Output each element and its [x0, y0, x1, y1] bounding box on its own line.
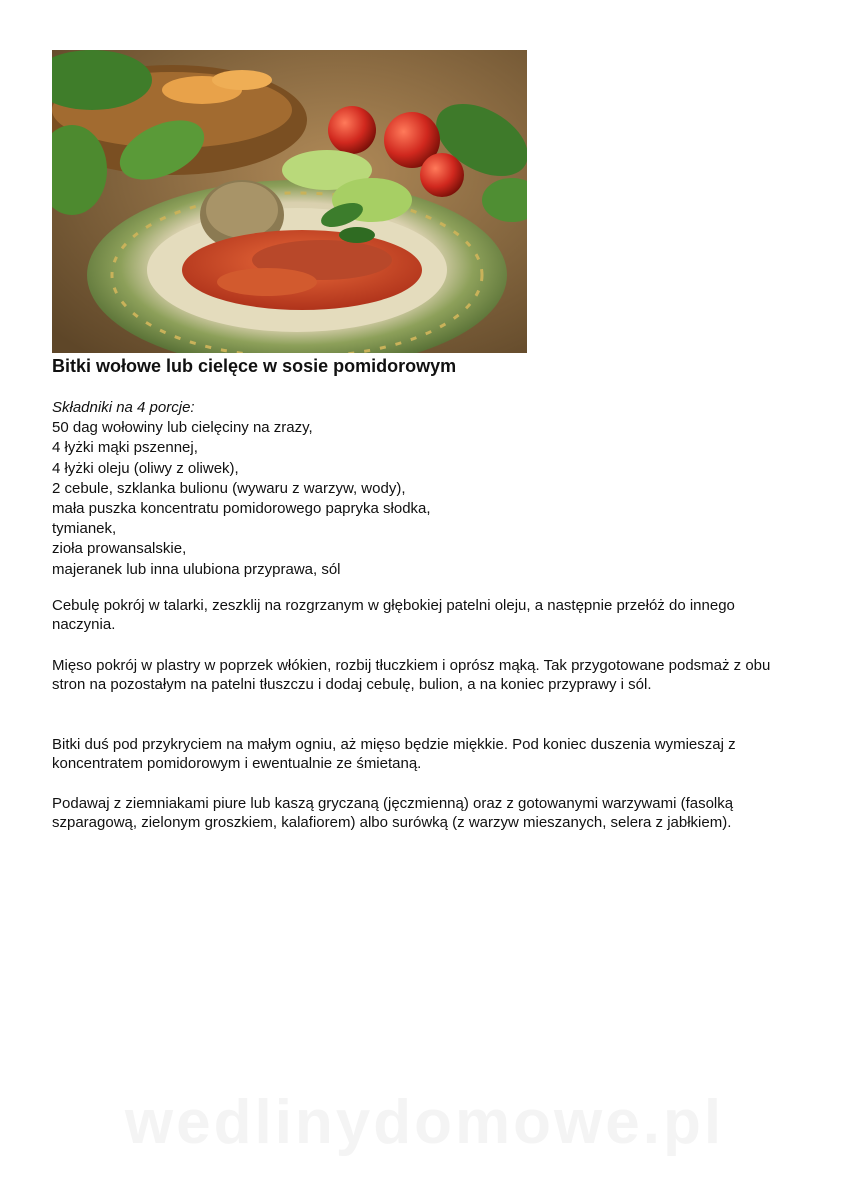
- ingredient-item: mała puszka koncentratu pomidorowego papryka słodka,: [52, 500, 431, 518]
- ingredient-item: 4 łyżki oleju (oliwy z oliwek),: [52, 459, 239, 477]
- dish-photo: [52, 50, 527, 353]
- ingredient-item: 4 łyżki mąki pszennej,: [52, 439, 198, 457]
- ingredient-item: 50 dag wołowiny lub cielęciny na zrazy,: [52, 419, 313, 437]
- ingredient-item: majeranek lub inna ulubiona przyprawa, sól: [52, 560, 341, 578]
- step-paragraph: Podawaj z ziemniakami piure lub kaszą gryczaną (jęczmienną) oraz z gotowanymi warzywami (fasolką szparagową, zielonym groszkiem, kalafiorem) albo surówką (z warzyw mieszanych, selera z jabłkiem).: [52, 795, 734, 831]
- step-paragraph: Cebulę pokrój w talarki, zeszklij na rozgrzanym w głębokiej patelni oleju, a następnie przełóż do innego naczynia.: [52, 597, 735, 633]
- recipe-title: Bitki wołowe lub cielęce w sosie pomidorowym: [52, 356, 457, 376]
- ingredients-heading: Składniki na 4 porcje:: [52, 399, 195, 416]
- ingredient-item: zioła prowansalskie,: [52, 540, 187, 558]
- watermark: wedlinydomowe.pl: [124, 1088, 725, 1157]
- ingredients-list: [52, 398, 752, 580]
- step-paragraph: Bitki duś pod przykryciem na małym ogniu, aż mięso będzie miękkie. Pod koniec duszenia wymieszaj z koncentratem pomidorowym i ewentualnie ze śmietaną.: [52, 736, 736, 772]
- ingredient-item: 2 cebule, szklanka bulionu (wywaru z warzyw, wody),: [52, 479, 406, 497]
- step-paragraph: Mięso pokrój w plastry w poprzek włókien, rozbij tłuczkiem i oprósz mąką. Tak przygotowane podsmaż z obu stron na pozostałym na patelni tłuszczu i dodaj cebulę, bulion, a na koniec przyprawy i sól.: [52, 657, 771, 693]
- dish-illustration: [52, 50, 527, 353]
- ingredient-item: tymianek,: [52, 520, 117, 538]
